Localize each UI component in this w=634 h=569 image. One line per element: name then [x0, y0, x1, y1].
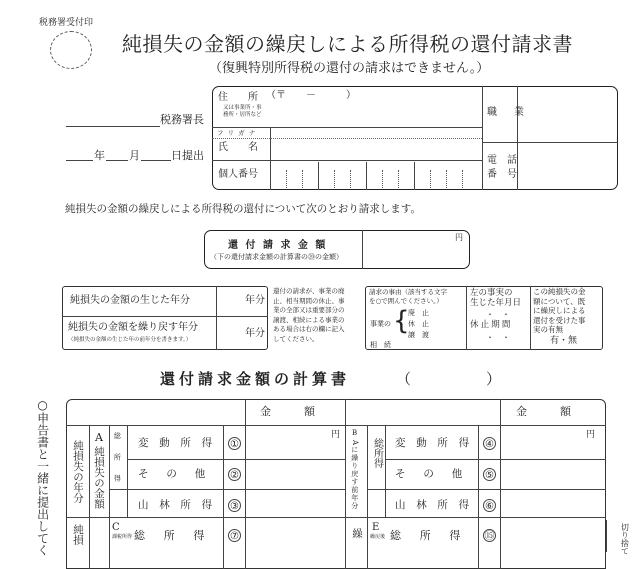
furigana-input[interactable]	[272, 128, 477, 137]
phone-label: 電 話	[487, 155, 517, 166]
loss-year-unit: 年分	[245, 295, 265, 306]
carryback-year-input[interactable]	[218, 320, 244, 346]
row-b4-input[interactable]	[503, 442, 603, 457]
address-input[interactable]	[272, 102, 477, 124]
row-a2-label: そ の 他	[138, 468, 209, 480]
row-a1-label: 変 動 所 得	[138, 437, 216, 449]
address-label: 住 所	[218, 92, 258, 103]
furigana-label: フ リ ガ ナ	[217, 129, 257, 137]
section-b-letter: B	[352, 429, 358, 437]
row-a1-input[interactable]	[248, 442, 342, 457]
section-c-side: 純損	[72, 524, 85, 545]
tax-office-suffix: 税務署長	[160, 113, 204, 126]
amount-header-a: 金 額	[260, 405, 315, 418]
carryback-year-unit: 年分	[245, 328, 265, 339]
section-e-side: 繰	[351, 528, 364, 539]
reason-item-abolish[interactable]: 廃 止	[408, 309, 429, 317]
carryback-year-note: （純損失の金額の生じた年の前年分を書きます。）	[68, 337, 192, 343]
name-label: 氏 名	[218, 142, 258, 153]
section-a-label: 純損失の金額	[93, 446, 106, 509]
row-e15-num: ⑮	[484, 531, 495, 542]
carryback-year-label: 純損失の金額を繰り戻す年分	[68, 322, 198, 333]
row-a3-num: ③	[228, 499, 241, 512]
section-a-letter: A	[95, 431, 103, 444]
row-a3-input[interactable]	[248, 492, 342, 515]
row-a2-num: ②	[228, 468, 241, 481]
right-edge-note: 切り捨て	[620, 523, 630, 555]
section-b-label: Aに繰り戻す前年分	[350, 440, 359, 511]
notice-text: 還付の請求が、事業の廃 止、相当期間の休止、事 業の全部又は重要部分の 譲渡、相続による事業の ある場合は右の欄に記入 してください。	[273, 287, 345, 343]
side-note: ○申告書と一緒に提出してく	[35, 398, 50, 556]
reason-item-transfer[interactable]: 譲 渡	[408, 331, 429, 339]
row-c7-label: 総 所 得	[134, 529, 209, 542]
tax-office-input[interactable]	[66, 108, 160, 125]
phone-input[interactable]	[520, 146, 614, 186]
loss-year-input[interactable]	[218, 290, 244, 312]
name-input[interactable]	[272, 140, 477, 158]
refund-amount-input[interactable]	[365, 244, 465, 266]
calc-title: 還付請求金額の計算書	[160, 370, 351, 388]
amount-header-b: 金 額	[516, 405, 571, 418]
mynumber-input[interactable]	[272, 162, 480, 188]
intro-text: 純損失の金額の繰戻しによる所得税の還付について次のとおり請求します。	[65, 203, 421, 215]
calc-title-paren: （ ）	[396, 370, 502, 388]
row-b5-label: そ の 他	[395, 468, 466, 480]
fact-date-input[interactable]	[469, 309, 527, 347]
row-b4-label: 変 動 所 得	[395, 437, 473, 449]
row-a1-num: ①	[228, 437, 241, 450]
section-b-sub-label: 総所得	[371, 438, 383, 468]
date-dots: ・ ・	[486, 310, 510, 319]
section-e-sub: 繰戻後	[370, 534, 386, 540]
retro-answer-toggle[interactable]: 有・無	[550, 336, 578, 346]
section-c-sub: 課税所得	[112, 534, 133, 540]
loss-year-label: 純損失の金額の生じた年分	[70, 295, 190, 306]
refund-amount-unit: 円	[455, 233, 463, 242]
refund-amount-note: （下の還付請求金額の計算書の⑳の金額）	[210, 253, 343, 261]
date-header-1: 左の事実の	[470, 288, 513, 298]
section-a-year-label: 純損失の年分	[72, 440, 85, 503]
row-c7-num: ⑦	[228, 529, 241, 542]
row-a1-unit: 円	[331, 430, 341, 440]
occupation-input[interactable]	[520, 90, 614, 138]
submission-date-input[interactable]	[66, 145, 171, 160]
row-b6-num: ⑥	[483, 499, 496, 512]
month-unit: 月	[129, 149, 140, 162]
row-b6-input[interactable]	[503, 492, 603, 515]
stamp-label: 税務署受付印	[39, 18, 94, 28]
period-dots: ・ ・	[486, 333, 510, 342]
mynumber-label: 個人番号	[218, 169, 258, 180]
suspension-period-label: 休止期間	[470, 320, 513, 330]
reason-header-1: 請求の事由（該当する文字	[369, 288, 447, 296]
phone-label-2: 番 号	[487, 169, 517, 180]
refund-amount-title: 還 付 請 求 金 額	[228, 240, 328, 251]
row-b5-input[interactable]	[503, 462, 603, 487]
row-b4-num: ④	[483, 437, 496, 450]
reason-item-suspend[interactable]: 休 止	[408, 320, 429, 328]
row-e15-label: 総 所 得	[390, 529, 465, 542]
row-e15-input[interactable]	[503, 520, 603, 550]
day-submitted-unit: 日提出	[171, 149, 204, 162]
reason-item-inheritance[interactable]: 相 続	[370, 341, 391, 349]
address-note-1: 又は事業所・事	[223, 105, 262, 111]
occupation-label: 職 業	[487, 107, 528, 118]
section-a-sub-label: 総 所 得	[113, 432, 122, 488]
reason-side-label: 事業の	[370, 320, 391, 328]
section-c-letter: C	[112, 522, 120, 533]
reason-header-2: を○で囲んでください。）	[369, 297, 443, 305]
row-c7-input[interactable]	[248, 520, 342, 550]
receipt-stamp-circle	[50, 31, 92, 69]
retro-question: この純損失の金 額について、既 に繰戻しによる 還付を受けた事 実の有無	[533, 287, 586, 335]
address-note-2: 務所・居所など	[223, 112, 262, 118]
date-header-2: 生じた年月日	[470, 298, 522, 308]
row-b4-unit: 円	[586, 430, 596, 440]
row-a3-label: 山 林 所 得	[138, 499, 216, 511]
row-b5-num: ⑤	[483, 468, 496, 481]
section-e-letter: E	[372, 522, 380, 533]
form-title: 純損失の金額の繰戻しによる所得税の還付請求書	[122, 32, 573, 56]
form-subtitle: （復興特別所得税の還付の請求はできません。）	[209, 61, 490, 76]
year-unit: 年	[94, 149, 105, 162]
row-a2-input[interactable]	[248, 462, 342, 487]
row-b6-label: 山 林 所 得	[395, 499, 473, 511]
postal-code-prefix: （〒 － ）	[266, 90, 356, 101]
